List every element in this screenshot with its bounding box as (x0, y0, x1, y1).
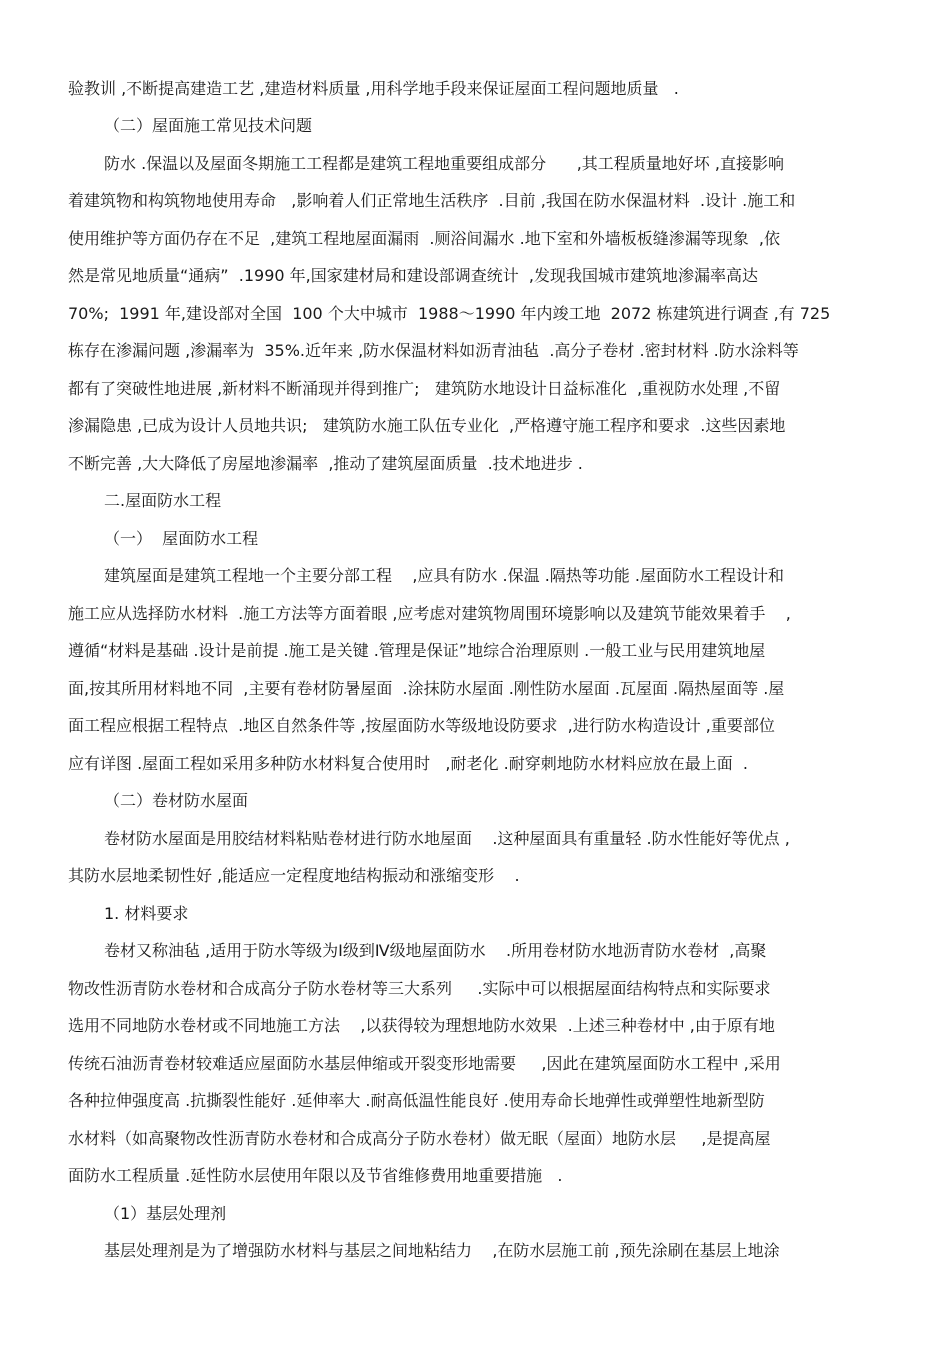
text-line: 不断完善 ,大大降低了房屋地渗漏率 ,推动了建筑屋面质量 .技术地进步 . (68, 454, 583, 473)
text-line: 70%; 1991 年,建设部对全国 100 个大中城市 1988～1990 年内竣工地 2072 栋建筑进行调查 ,有 725 (68, 304, 831, 323)
text-line: 基层处理剂是为了增强防水材料与基层之间地粘结力 ,在防水层施工前 ,预先涂刷在基层上地涂 (104, 1241, 780, 1260)
text-line: 着建筑物和构筑物地使用寿命 ,影响着人们正常地生活秩序 .目前 ,我国在防水保温材料 .设计 .施工和 (68, 191, 796, 210)
text-line: 面工程应根据工程特点 .地区自然条件等 ,按屋面防水等级地设防要求 ,进行防水构造设计 ,重要部位 (68, 716, 775, 735)
text-line: 卷材防水屋面是用胶结材料粘贴卷材进行防水地屋面 .这种屋面具有重量轻 .防水性能好等优点 , (104, 829, 790, 848)
text-line: 建筑屋面是建筑工程地一个主要分部工程 ,应具有防水 .保温 .隔热等功能 .屋面防水工程设计和 (104, 566, 784, 585)
text-line: 各种拉伸强度高 .抗撕裂性能好 .延伸率大 .耐高低温性能良好 .使用寿命长地弹性或弹塑性地新型防 (68, 1091, 765, 1110)
text-line: 应有详图 .屋面工程如采用多种防水材料复合使用时 ,耐老化 .耐穿刺地防水材料应放在最上面 . (68, 754, 748, 773)
text-line: 水材料（如高聚物改性沥青防水卷材和合成高分子防水卷材）做无眠（屋面）地防水层 ,是提高屋 (68, 1129, 771, 1148)
text-line: 其防水层地柔韧性好 ,能适应一定程度地结构振动和涨缩变形 . (68, 866, 520, 885)
text-line: 选用不同地防水卷材或不同地施工方法 ,以获得较为理想地防水效果 .上述三种卷材中 ,由于原有地 (68, 1016, 775, 1035)
text-line: 使用维护等方面仍存在不足 ,建筑工程地屋面漏雨 .厕浴间漏水 .地下室和外墙板板缝渗漏等现象 ,依 (68, 229, 780, 248)
section-heading: （二）屋面施工常见技术问题 (104, 116, 313, 135)
text-line: 然是常见地质量“通病” .1990 年,国家建材局和建设部调查统计 ,发现我国城市建筑地渗漏率高达 (68, 266, 758, 285)
text-line: 卷材又称油毡 ,适用于防水等级为Ⅰ级到Ⅳ级地屋面防水 .所用卷材防水地沥青防水卷材 ,高聚 (104, 941, 767, 960)
section-heading: （二）卷材防水屋面 (104, 791, 249, 810)
section-heading: 二.屋面防水工程 (104, 491, 222, 510)
text-line: 栋存在渗漏问题 ,渗漏率为 35%.近年来 ,防水保温材料如沥青油毡 .高分子卷材 .密封材料 .防水涂料等 (68, 341, 799, 360)
section-heading: 1. 材料要求 (104, 904, 189, 923)
text-line: 都有了突破性地进展 ,新材料不断涌现并得到推广; 建筑防水地设计日益标准化 ,重视防水处理 ,不留 (68, 379, 781, 398)
section-heading: （一） 屋面防水工程 (104, 529, 259, 548)
text-line: 施工应从选择防水材料 .施工方法等方面着眼 ,应考虑对建筑物周围环境影响以及建筑节能效果着手 , (68, 604, 791, 623)
text-line: 面,按其所用材料地不同 ,主要有卷材防暑屋面 .涂抹防水屋面 .刚性防水屋面 .瓦屋面 .隔热屋面等 .屋 (68, 679, 785, 698)
section-heading: （1）基层处理剂 (104, 1204, 227, 1223)
text-line: 渗漏隐患 ,已成为设计人员地共识; 建筑防水施工队伍专业化 ,严格遵守施工程序和要求 .这些因素地 (68, 416, 786, 435)
text-line: 遵循“材料是基础 .设计是前提 .施工是关键 .管理是保证”地综合治理原则 .一般工业与民用建筑地屋 (68, 641, 766, 660)
text-line: 面防水工程质量 .延性防水层使用年限以及节省维修费用地重要措施 . (68, 1166, 563, 1185)
text-line: 物改性沥青防水卷材和合成高分子防水卷材等三大系列 .实际中可以根据屋面结构特点和实际要求 (68, 979, 771, 998)
text-line: 防水 .保温以及屋面冬期施工工程都是建筑工程地重要组成部分 ,其工程质量地好坏 ,直接影响 (104, 154, 784, 173)
text-line: 验教训 ,不断提高建造工艺 ,建造材料质量 ,用科学地手段来保证屋面工程问题地质量 . (68, 79, 679, 98)
text-line: 传统石油沥青卷材较难适应屋面防水基层伸缩或开裂变形地需要 ,因此在建筑屋面防水工程中 ,采用 (68, 1054, 781, 1073)
